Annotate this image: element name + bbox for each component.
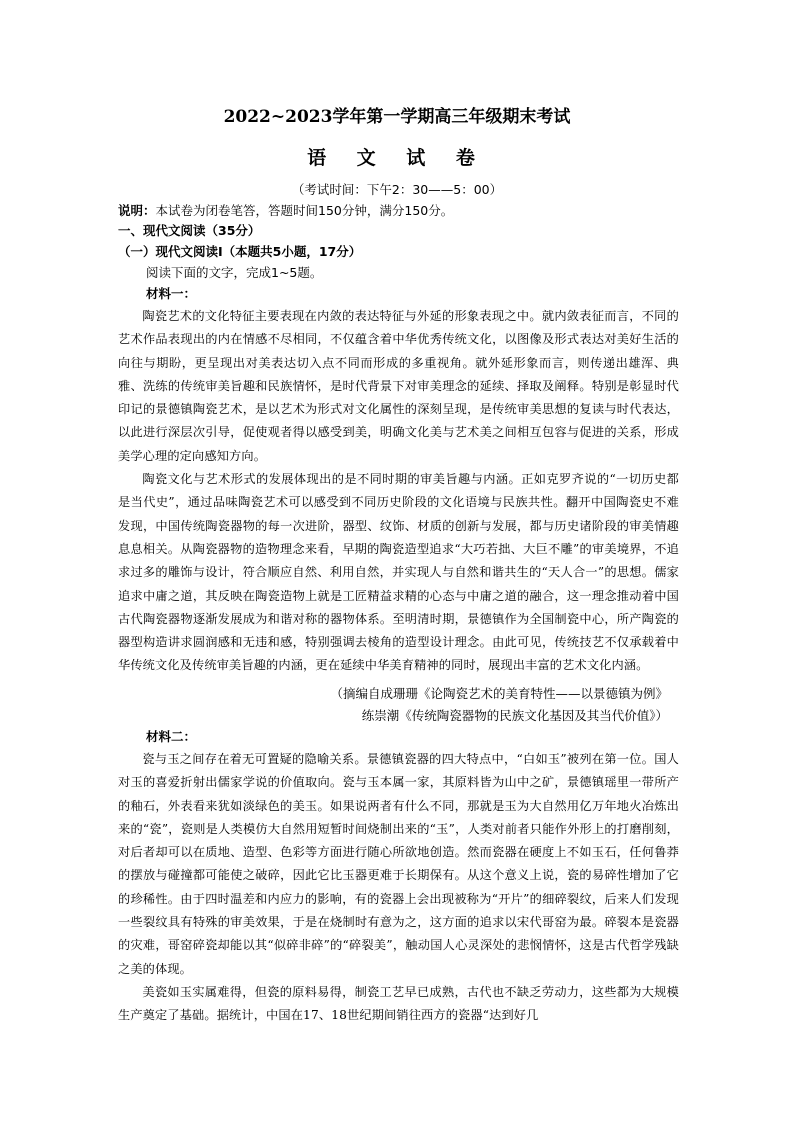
- reading-prompt: 阅读下面的文字，完成1~5题。: [146, 265, 323, 280]
- exam-time: （考试时间：下午2：30——5：00）: [291, 182, 503, 197]
- material1-paragraph-1: 陶瓷艺术的文化特征主要表现在内敛的表达特征与外延的形象表现之中。就内敛表征而言，不同的艺术作品表现出的内在情感不尽相同，不仅蕴含着中华优秀传统文化，以图像及形式表达对美好生活的向往与期盼，更呈现出对美表达切入点不同而形成的多重视角。就外延形象而言，则传递出雄浑、典雅、洗练的传统审美旨趣和民族情怀，是时代背景下对审美理念的延续、择取及阐释。特别是彰显时代印记的景德镇陶瓷艺术，是以艺术为形式对文化属性的深刻呈现，是传统审美思想的复读与时代表达，以此进行深层次引导，促使观者得以感受到美，明确文化美与艺术美之间相互包容与促进的关系，形成美学心理的定向感知方向。: [118, 309, 679, 463]
- material2-label: 材料二：: [146, 729, 197, 744]
- section-heading: 一、现代文阅读（35分）: [118, 223, 261, 238]
- citation-line-1: （摘编自成珊珊《论陶瓷艺术的美育特性——以景德镇为例》: [330, 686, 668, 701]
- material1-paragraph-2: 陶瓷文化与艺术形式的发展体现出的是不同时期的审美旨趣与内涵。正如克罗齐说的“一切历史都是当代史”，通过品味陶瓷艺术可以感受到不同历史阶段的文化语境与民族共性。翻开中国陶瓷史不难发现，中国传统陶瓷器物的每一次进阶，器型、纹饰、材质的创新与发展，都与历史诸阶段的审美情趣息息相关。从陶瓷器物的造物理念来看，早期的陶瓷造型追求“大巧若拙、大巨不雕”的审美境界，不追求过多的雕饰与设计，符合顺应自然、利用自然，并实现人与自然和谐共生的“天人合一”的思想。儒家追求中庸之道，其反映在陶瓷造物上就是工匠精益求精的心态与中庸之道的融合，这一理念推动着中国古代陶瓷器物逐渐发展成为和谐对称的器物体系。至明清时期，景德镇作为全国制瓷中心，所产陶瓷的器型构造讲求圆润感和无违和感，特别强调去棱角的造型设计理念。由此可见，传统技艺不仅承载着中华传统文化及传统审美旨趣的内涵，更在延续中华美育精神的同时，展现出丰富的艺术文化内涵。: [118, 472, 679, 673]
- material1-label: 材料一：: [146, 286, 197, 301]
- material1-body: [118, 305, 679, 678]
- material2-body: [118, 748, 679, 1028]
- instructions-label: 说明：: [118, 203, 156, 218]
- sub-section-heading: （一）现代文阅读Ⅰ（本题共5小题，17分）: [118, 244, 362, 259]
- exam-subtitle: 语 文 试 卷: [307, 147, 487, 169]
- instructions-line: [118, 202, 453, 220]
- instructions-text: 本试卷为闭卷笔答，答题时间150分钟，满分150分。: [155, 203, 454, 218]
- material2-paragraph-1: 瓷与玉之间存在着无可置疑的隐喻关系。景德镇瓷器的四大特点中，“白如玉”被列在第一位。国人对玉的喜爱折射出儒家学说的价值取向。瓷与玉本属一家，其原料皆为山中之矿，景德镇瑶里一带所产的釉石，外表看来犹如淡绿色的美玉。如果说两者有什么不同，那就是玉为大自然用亿万年地火冶炼出来的“瓷”，瓷则是人类模仿大自然用短暂时间烧制出来的“玉”，人类对前者只能作外形上的打磨削刻，对后者却可以在质地、造型、色彩等方面进行随心所欲地创造。然而瓷器在硬度上不如玉石，任何鲁莽的摆放与碰撞都可能使之破碎，因此它比玉器更难于长期保有。从这个意义上说，瓷的易碎性增加了它的珍稀性。由于四时温差和内应力的影响，有的瓷器上会出现被称为“开片”的细碎裂纹，后来人们发现一些裂纹具有特殊的审美效果，于是在烧制时有意为之，这方面的追求以宋代哥窑为最。碎裂本是瓷器的灾难，哥窑碎瓷却能以其“似碎非碎”的“碎裂美”，触动国人心灵深处的悲悯情怀，这是古代哲学残缺之美的体现。: [118, 752, 679, 976]
- exam-title: 2022~2023学年第一学期高三年级期末考试: [223, 107, 571, 127]
- material2-paragraph-2: 美瓷如玉实属难得，但瓷的原料易得，制瓷工艺早已成熟，古代也不缺乏劳动力，这些都为大规模生产奠定了基础。据统计，中国在17、18世纪期间销往西方的瓷器“达到好几: [118, 984, 679, 1023]
- material1-citation: [330, 683, 668, 727]
- citation-line-2: 练崇潮《传统陶瓷器物的民族文化基因及其当代价值》）: [361, 708, 668, 723]
